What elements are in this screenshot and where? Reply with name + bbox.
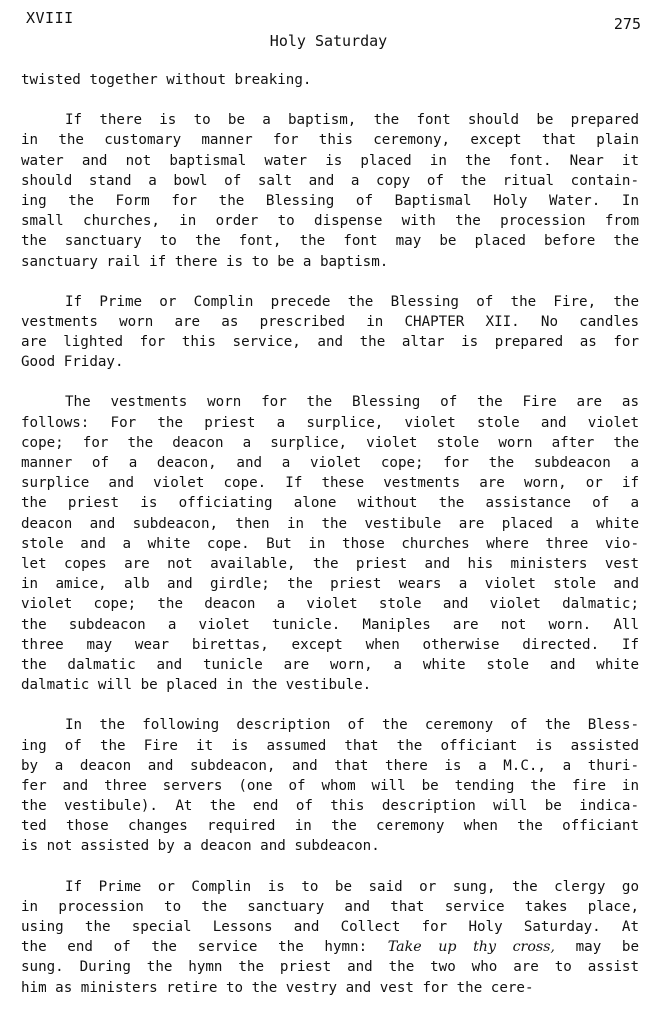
paragraph — [21, 715, 639, 856]
paragraph — [21, 110, 639, 272]
page-body — [21, 70, 639, 1018]
text-line: violet cope; the deacon a violet stole and violet dalmatic; — [21, 596, 639, 613]
text-line: ing the Form for the Blessing of Baptismal Holy Water. In — [21, 192, 639, 209]
text-line: deacon and subdeacon, then in the vestibule are placed a white — [21, 515, 639, 532]
text-line: small churches, in order to dispense with the procession from — [21, 213, 639, 230]
text-line: in the customary manner for this ceremony, except that plain — [21, 132, 639, 149]
italic-text: Take up thy cross, — [387, 939, 555, 956]
text-line: the subdeacon a violet tunicle. Maniples are not worn. All — [21, 616, 639, 633]
text-line: him as ministers retire to the vestry and vest for the cere- — [21, 979, 534, 996]
text-line: three may wear birettas, except when otherwise directed. If — [21, 636, 639, 653]
text-line: water and not baptismal water is placed in the font. Near it — [21, 152, 639, 169]
text-line: stole and a white cope. But in those churches where three vio- — [21, 535, 639, 552]
text-line: the end of the service the hymn: Take up thy cross, may be — [21, 939, 639, 956]
text-line: surplice and violet cope. If these vestments are worn, or if — [21, 475, 639, 492]
text-line: If Prime or Complin is to be said or sung, the clergy go — [65, 878, 639, 895]
text-line: is not assisted by a deacon and subdeacon. — [21, 838, 380, 855]
text-line: the sanctuary to the font, the font may be placed before the — [21, 233, 639, 250]
text-line: manner of a deacon, and a violet cope; for the subdeacon a — [21, 455, 639, 472]
text-line: Good Friday. — [21, 354, 124, 371]
text-line: vestments worn are as prescribed in CHAPTER XII. No candles — [21, 313, 639, 330]
text-line: are lighted for this service, and the altar is prepared as for — [21, 334, 639, 351]
text-line: twisted together without breaking. — [21, 72, 312, 88]
text-line: in procession to the sanctuary and that service takes place, — [21, 898, 639, 915]
text-line: dalmatic will be placed in the vestibule. — [21, 677, 372, 694]
text-line: the vestibule). At the end of this description will be indica- — [21, 798, 639, 815]
text-line: by a deacon and subdeacon, and that there is a M.C., a thuri- — [21, 757, 639, 774]
text-line: sung. During the hymn the priest and the two who are to assist — [21, 959, 639, 976]
text-line: sanctuary rail if there is to be a baptism. — [21, 253, 389, 270]
paragraph — [21, 392, 639, 695]
text-line: If Prime or Complin precede the Blessing of the Fire, the — [65, 293, 639, 310]
text-line: ing of the Fire it is assumed that the officiant is assisted — [21, 737, 639, 754]
text-line: using the special Lessons and Collect for Holy Saturday. At — [21, 919, 639, 936]
text-line: In the following description of the ceremony of the Bless- — [65, 717, 639, 734]
text-line: follows: For the priest a surplice, violet stole and violet — [21, 414, 639, 431]
page-number: 275 — [613, 15, 641, 33]
text-line: fer and three servers (one of whom will be tending the fire in — [21, 777, 639, 794]
text-line: If there is to be a baptism, the font should be prepared — [65, 112, 639, 129]
text-line: cope; for the deacon a surplice, violet stole worn after the — [21, 434, 639, 451]
paragraph — [21, 292, 639, 373]
text-line: let copes are not available, the priest and his ministers vest — [21, 555, 639, 572]
text-line: The vestments worn for the Blessing of the Fire are as — [65, 394, 639, 411]
chapter-number: XVIII — [26, 9, 74, 27]
text-line: the priest is officiating alone without the assistance of a — [21, 495, 639, 512]
text-line: ted those changes required in the ceremony when the officiant — [21, 818, 639, 835]
text-line: the dalmatic and tunicle are worn, a white stole and white — [21, 656, 639, 673]
text-line: should stand a bowl of salt and a copy of the ritual contain- — [21, 172, 639, 189]
paragraph — [21, 70, 639, 90]
page-title: Holy Saturday — [269, 32, 388, 50]
text-line: in amice, alb and girdle; the priest wears a violet stole and — [21, 576, 639, 593]
paragraph — [21, 877, 639, 998]
